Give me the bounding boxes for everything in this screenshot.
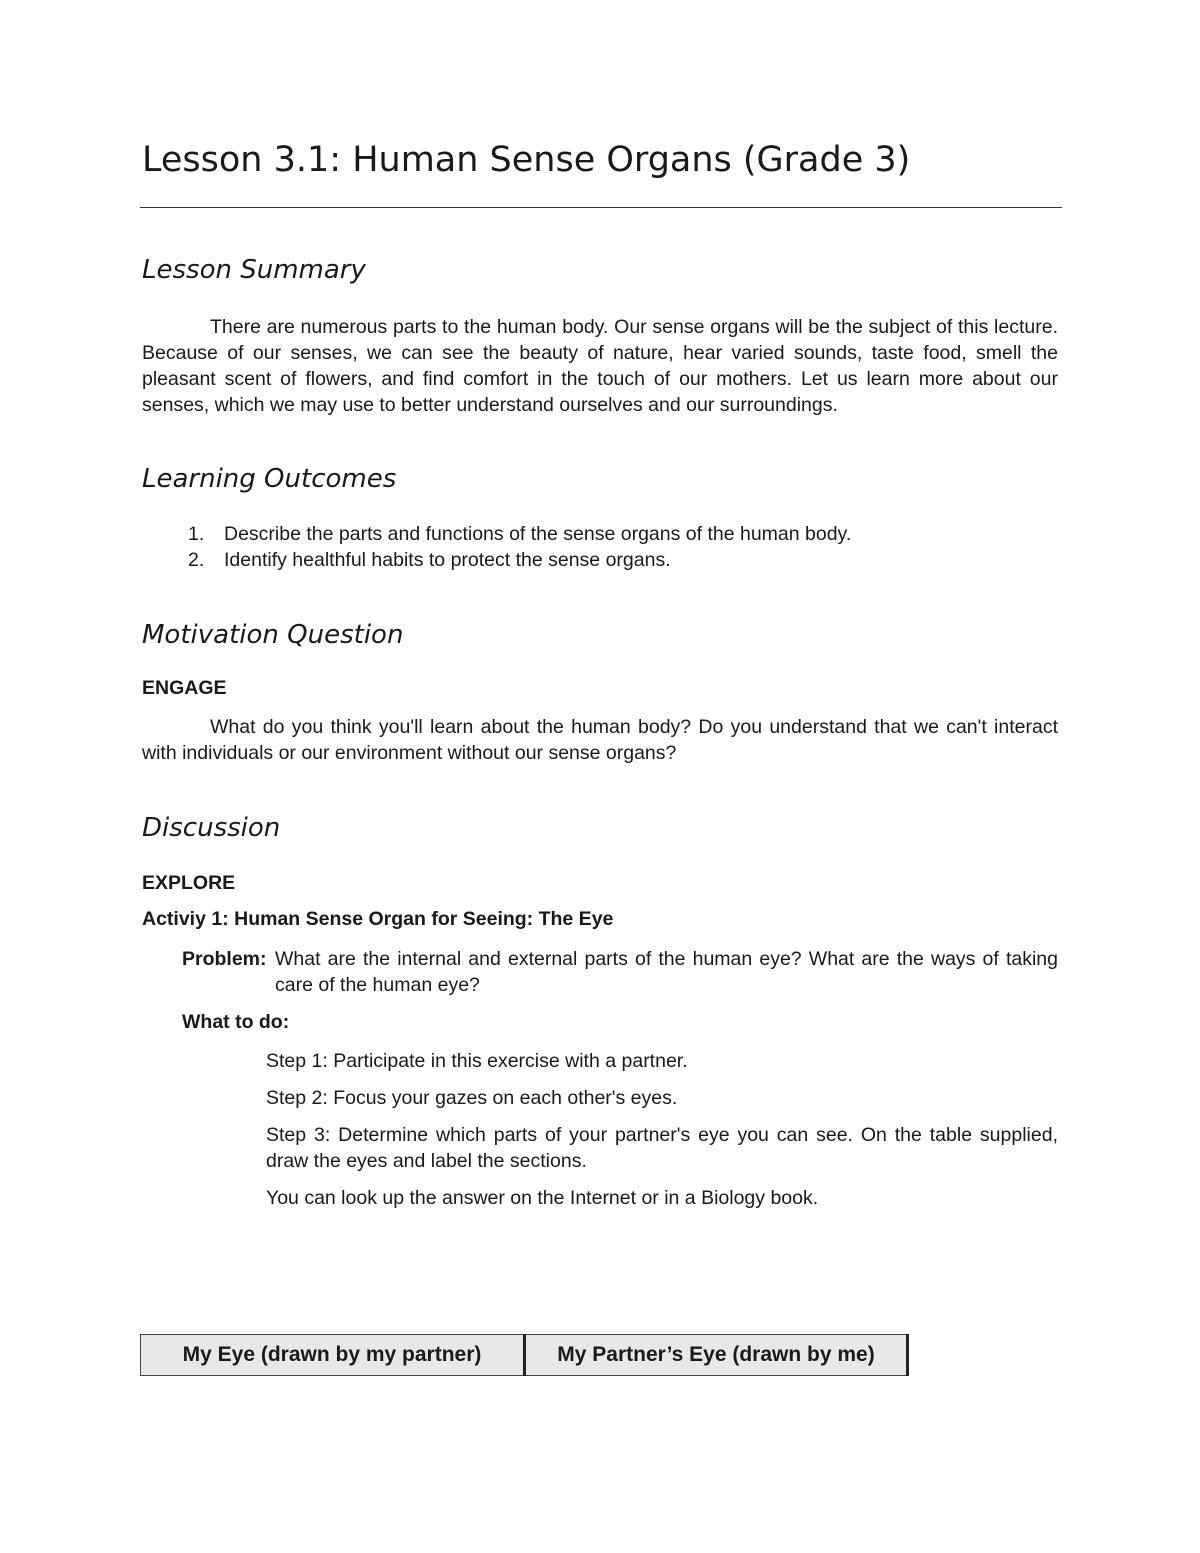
outcome-number: 2. — [188, 549, 205, 571]
summary-paragraph — [142, 314, 1058, 418]
table-header-row — [141, 1335, 908, 1376]
outcomes-list — [142, 521, 851, 573]
step-1: Step 1: Participate in this exercise with a partner. — [266, 1050, 688, 1072]
eye-drawing-table — [140, 1334, 909, 1376]
page-title: Lesson 3.1: Human Sense Organs (Grade 3) — [142, 140, 911, 180]
activity-title: Activiy 1: Human Sense Organ for Seeing: The Eye — [142, 908, 614, 930]
outcome-number: 1. — [188, 523, 205, 545]
motivation-heading: Motivation Question — [142, 620, 404, 650]
outcome-text: Identify healthful habits to protect the sense organs. — [224, 549, 671, 571]
outcome-text: Describe the parts and functions of the sense organs of the human body. — [224, 523, 852, 545]
summary-text: There are numerous parts to the human body. Our sense organs will be the subject of this lecture. Because of our senses, we can see the beauty of nature, hear varied sounds, taste food, smell the pleasant scent of flowers, and find comfort in the touch of our mothers. Let us learn more about our senses, which we may use to better understand ourselves and our surroundings. — [142, 316, 1058, 416]
outcomes-heading: Learning Outcomes — [142, 464, 397, 494]
motivation-paragraph — [142, 714, 1058, 766]
explore-label: EXPLORE — [142, 872, 236, 894]
step-2: Step 2: Focus your gazes on each other's eyes. — [266, 1087, 678, 1109]
engage-label: ENGAGE — [142, 677, 227, 699]
problem-block — [182, 946, 1058, 998]
table-header-my-eye: My Eye (drawn by my partner) — [141, 1335, 525, 1376]
reference-note: You can look up the answer on the Internet or in a Biology book. — [266, 1187, 819, 1209]
table-header-partner-eye: My Partner’s Eye (drawn by me) — [525, 1335, 908, 1376]
what-to-do-label: What to do: — [182, 1011, 290, 1033]
step-3: Step 3: Determine which parts of your partner's eye you can see. On the table supplied, draw the eyes and label the sections. — [266, 1124, 1058, 1172]
problem-text: What are the internal and external parts of the human eye? What are the ways of taking care of the human eye? — [275, 948, 1058, 996]
outcome-item — [142, 547, 851, 573]
outcome-item — [142, 521, 851, 547]
summary-heading: Lesson Summary — [142, 255, 366, 285]
motivation-text: What do you think you'll learn about the human body? Do you understand that we can't interact with individuals or our environment without our sense organs? — [142, 716, 1058, 764]
problem-label: Problem: — [182, 948, 267, 970]
title-divider — [140, 207, 1062, 208]
discussion-heading: Discussion — [142, 813, 281, 843]
